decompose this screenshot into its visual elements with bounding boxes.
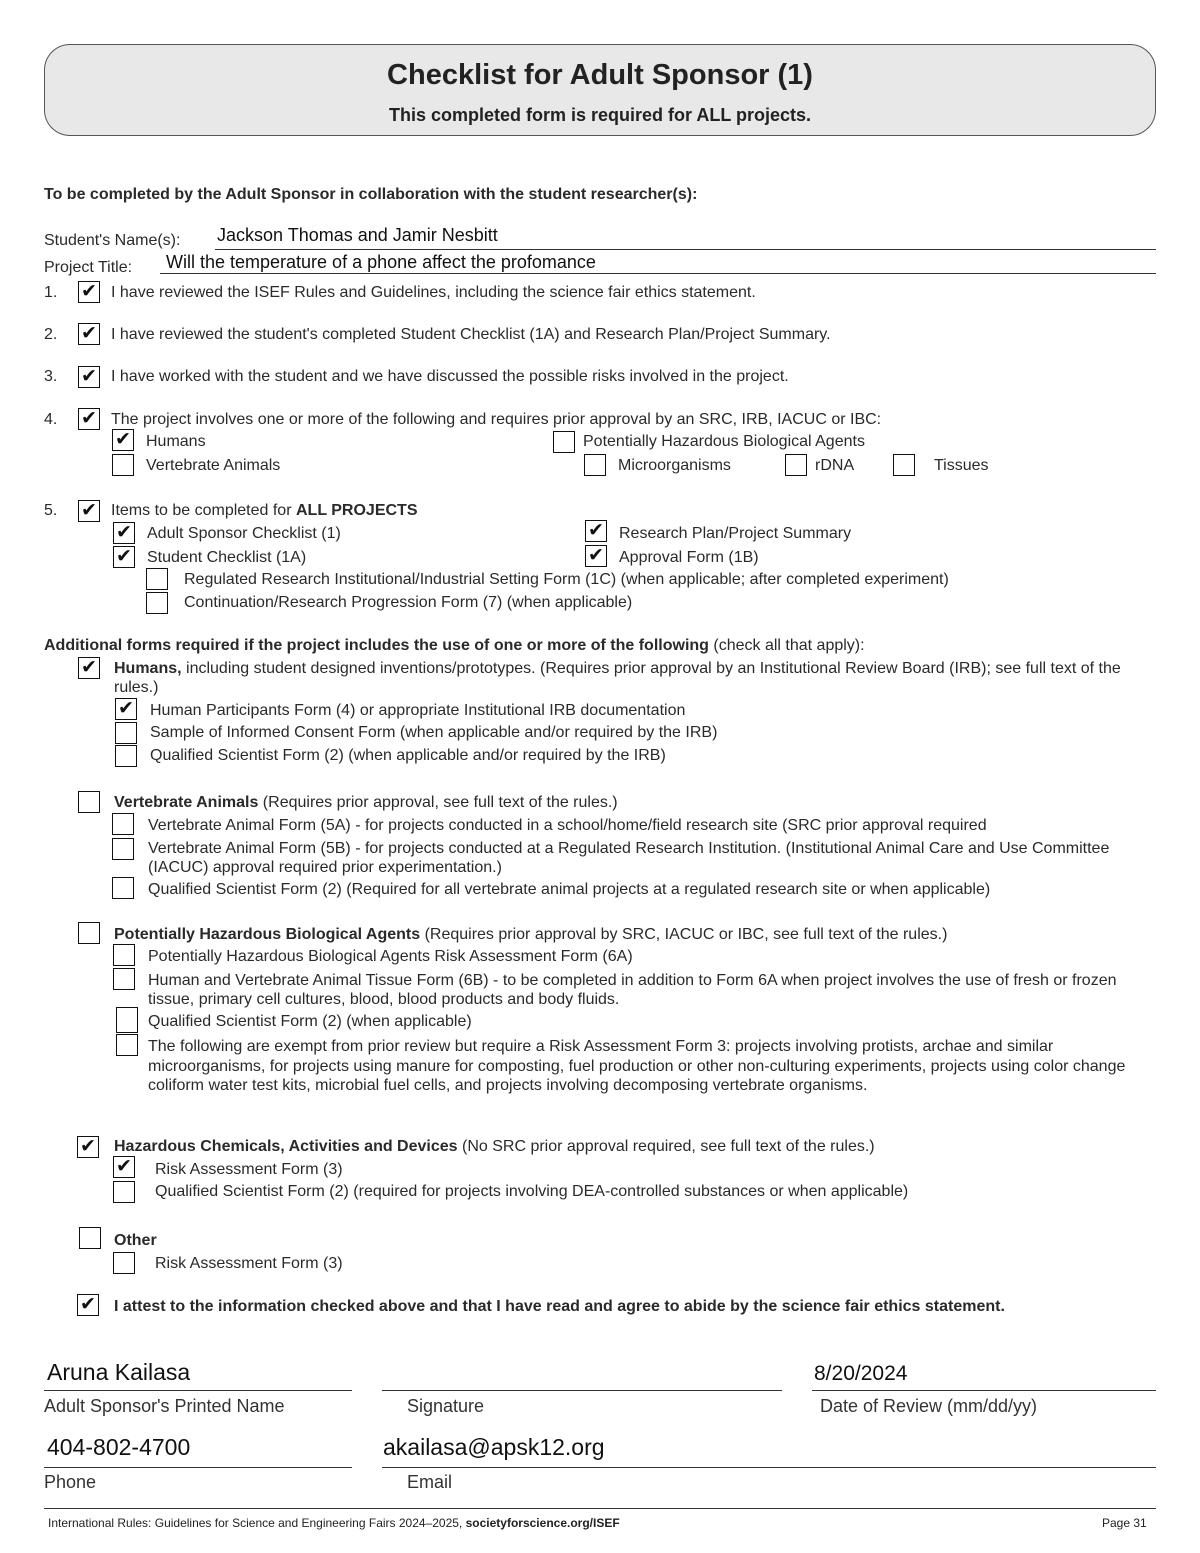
attest-checkbox[interactable]: ✔ [77,1294,99,1316]
other-risk-checkbox[interactable] [113,1252,135,1274]
phba-label: Potentially Hazardous Biological Agents [583,433,865,450]
item-5-number: 5. [44,502,58,519]
form-header [44,44,1156,136]
email-label: Email [407,1472,453,1492]
email-underline [382,1467,1156,1468]
form-5b-label: Vertebrate Animal Form (5B) - for projects conducted at a Regulated Research Institution. (Institutional Animal Care and Use Committee (IACUC) approval required prior experimentation.) [148,840,1110,876]
item-3-checkbox[interactable]: ✔ [78,366,100,388]
item-4-checkbox[interactable]: ✔ [78,408,100,430]
student-checklist-checkbox[interactable]: ✔ [113,546,135,568]
continuation-form-checkbox[interactable] [146,592,168,614]
additional-humans-desc: including student designed inventions/prototypes. (Requires prior approval by an Institutional Review Board (IRB); see full text of the rules.) [114,660,1121,696]
phone-field[interactable]: 404-802-4700 [47,1434,191,1460]
research-plan-label: Research Plan/Project Summary [619,525,852,542]
item-2-checkbox[interactable]: ✔ [78,323,100,345]
student-names-underline [215,249,1156,250]
informed-consent-label: Sample of Informed Consent Form (when applicable and/or required by the IRB) [150,724,718,741]
human-participants-label: Human Participants Form (4) or appropriate Institutional IRB documentation [150,702,686,719]
other-risk-label: Risk Assessment Form (3) [155,1255,343,1272]
additional-phba-desc: (Requires prior approval by SRC, IACUC or IBC, see full text of the rules.) [420,926,948,943]
item-5-text-bold: ALL PROJECTS [295,502,418,519]
human-participants-checkbox[interactable]: ✔ [115,698,137,720]
footer-left-text: International Rules: Guidelines for Science and Engineering Fairs 2024–2025, [48,1516,466,1530]
form-5a-checkbox[interactable] [112,813,134,835]
additional-phba-text [114,926,947,944]
additional-vertebrate-text [114,794,618,812]
hazardous-risk-label: Risk Assessment Form (3) [155,1161,343,1178]
item-2-number: 2. [44,326,58,343]
hazardous-risk-checkbox[interactable]: ✔ [113,1156,135,1178]
approval-form-label: Approval Form (1B) [619,549,759,566]
item-5-text-prefix: Items to be completed for [111,502,296,519]
review-date-field[interactable]: 8/20/2024 [814,1362,908,1385]
project-title-label: Project Title: [44,259,133,276]
exempt-label: The following are exempt from prior review but require a Risk Assessment Form 3: projects involving protists, archae and similar microorganisms, for projects using manure for composting, fuel production or other non-culturing experiments, projects using color change coliform water test kits, microbial fuel cells, and projects involving decomposing vertebrate organisms. [148,1038,1126,1094]
item-4-number: 4. [44,411,58,428]
intro-text: To be completed by the Adult Sponsor in collaboration with the student researcher(s): [44,186,698,203]
attest-text: I attest to the information checked above and that I have read and agree to abide by the science fair ethics statement. [114,1298,1005,1315]
form-6b-checkbox[interactable] [113,968,135,990]
additional-heading-rest: (check all that apply): [708,637,865,654]
page-number: Page 31 [1102,1516,1147,1530]
form-subtitle: This completed form is required for ALL projects. [388,105,812,125]
student-names-label: Student's Name(s): [44,232,181,249]
additional-other-checkbox[interactable] [79,1227,101,1249]
footer-rule [44,1508,1156,1509]
adult-sponsor-checklist-checkbox[interactable]: ✔ [113,522,135,544]
footer-link[interactable]: societyforscience.org/ISEF [465,1516,620,1530]
continuation-form-label: Continuation/Research Progression Form (7) (when applicable) [184,594,633,611]
additional-phba-checkbox[interactable] [78,922,100,944]
footer-text [48,1516,620,1530]
additional-hazardous-text [114,1138,875,1156]
tissues-label: Tissues [934,457,989,474]
additional-vertebrate-desc: (Requires prior approval, see full text of the rules.) [258,794,618,811]
project-title-field[interactable]: Will the temperature of a phone affect the profomance [166,252,596,272]
sponsor-name-underline [44,1390,352,1391]
signature-underline [382,1390,782,1391]
item-1-number: 1. [44,284,58,301]
humans-qsf-label: Qualified Scientist Form (2) (when applicable and/or required by the IRB) [150,747,666,764]
form-title: Checklist for Adult Sponsor (1) [387,59,813,91]
phba-qsf-label: Qualified Scientist Form (2) (when applicable) [148,1013,472,1030]
form-5a-label: Vertebrate Animal Form (5A) - for projects conducted in a school/home/field research site (SRC prior approval required [148,817,987,834]
review-date-underline [812,1390,1156,1391]
additional-forms-heading [44,637,865,655]
email-field[interactable]: akailasa@apsk12.org [383,1434,605,1460]
hazardous-qsf-checkbox[interactable] [113,1181,135,1203]
adult-sponsor-checklist-label: Adult Sponsor Checklist (1) [147,525,341,542]
microorganisms-label: Microorganisms [618,457,731,474]
additional-vertebrate-title: Vertebrate Animals [114,794,259,811]
additional-hazardous-checkbox[interactable]: ✔ [77,1136,99,1158]
additional-humans-title: Humans, [114,660,182,677]
regulated-form-checkbox[interactable] [146,568,168,590]
sponsor-name-label: Adult Sponsor's Printed Name [44,1396,285,1416]
sponsor-name-field[interactable]: Aruna Kailasa [47,1359,191,1385]
vertebrate-animals-label: Vertebrate Animals [146,457,281,474]
form-6a-checkbox[interactable] [113,944,135,966]
form-5b-checkbox[interactable] [112,838,134,860]
item-1-text: I have reviewed the ISEF Rules and Guidelines, including the science fair ethics statement. [111,284,756,301]
item-3-text: I have worked with the student and we have discussed the possible risks involved in the project. [111,368,789,385]
microorganisms-checkbox[interactable] [584,454,606,476]
vertebrate-animals-checkbox[interactable] [112,454,134,476]
additional-other-title: Other [114,1232,157,1249]
additional-hazardous-title: Hazardous Chemicals, Activities and Devices [114,1138,458,1155]
rdna-checkbox[interactable] [785,454,807,476]
vertebrate-qsf-label: Qualified Scientist Form (2) (Required for all vertebrate animal projects at a regulated research site or when applicable) [148,881,991,898]
vertebrate-qsf-checkbox[interactable] [112,877,134,899]
form-6b-label: Human and Vertebrate Animal Tissue Form (6B) - to be completed in addition to Form 6A when project involves the use of fresh or frozen tissue, primary cell cultures, blood, blood products and body fluids. [148,972,1117,1008]
informed-consent-checkbox[interactable] [115,722,137,744]
student-checklist-label: Student Checklist (1A) [147,549,307,566]
phone-underline [44,1467,352,1468]
item-5-checkbox[interactable]: ✔ [78,500,100,522]
regulated-form-label: Regulated Research Institutional/Industrial Setting Form (1C) (when applicable; after completed experiment) [184,571,949,588]
review-date-label: Date of Review (mm/dd/yy) [820,1396,1038,1416]
exempt-checkbox[interactable] [116,1034,138,1056]
phone-label: Phone [44,1472,97,1492]
phba-qsf-checkbox[interactable] [116,1007,138,1033]
student-names-field[interactable]: Jackson Thomas and Jamir Nesbitt [217,225,498,245]
additional-humans-checkbox[interactable]: ✔ [78,657,100,679]
hazardous-qsf-label: Qualified Scientist Form (2) (required for projects involving DEA-controlled substances or when applicable) [155,1183,909,1200]
approval-form-checkbox[interactable]: ✔ [585,545,607,567]
humans-checkbox[interactable]: ✔ [112,429,134,451]
research-plan-checkbox[interactable]: ✔ [585,520,607,542]
item-1-checkbox[interactable]: ✔ [78,281,100,303]
tissues-checkbox[interactable] [893,454,915,476]
additional-hazardous-desc: (No SRC prior approval required, see full text of the rules.) [457,1138,875,1155]
additional-vertebrate-checkbox[interactable] [78,791,100,813]
item-3-number: 3. [44,368,58,385]
rdna-label: rDNA [815,457,855,474]
form-6a-label: Potentially Hazardous Biological Agents Risk Assessment Form (6A) [148,948,633,965]
humans-qsf-checkbox[interactable] [115,745,137,767]
humans-label: Humans [146,433,206,450]
item-4-text: The project involves one or more of the following and requires prior approval by an SRC, IRB, IACUC or IBC: [111,411,882,428]
phba-checkbox[interactable] [553,431,575,453]
additional-phba-title: Potentially Hazardous Biological Agents [114,926,421,943]
item-2-text: I have reviewed the student's completed Student Checklist (1A) and Research Plan/Project Summary. [111,326,831,343]
project-title-underline [160,273,1156,274]
signature-label: Signature [407,1396,485,1416]
additional-heading-bold: Additional forms required if the project includes the use of one or more of the following [44,637,709,654]
item-5-text [111,502,417,520]
additional-humans-text [114,659,1154,697]
